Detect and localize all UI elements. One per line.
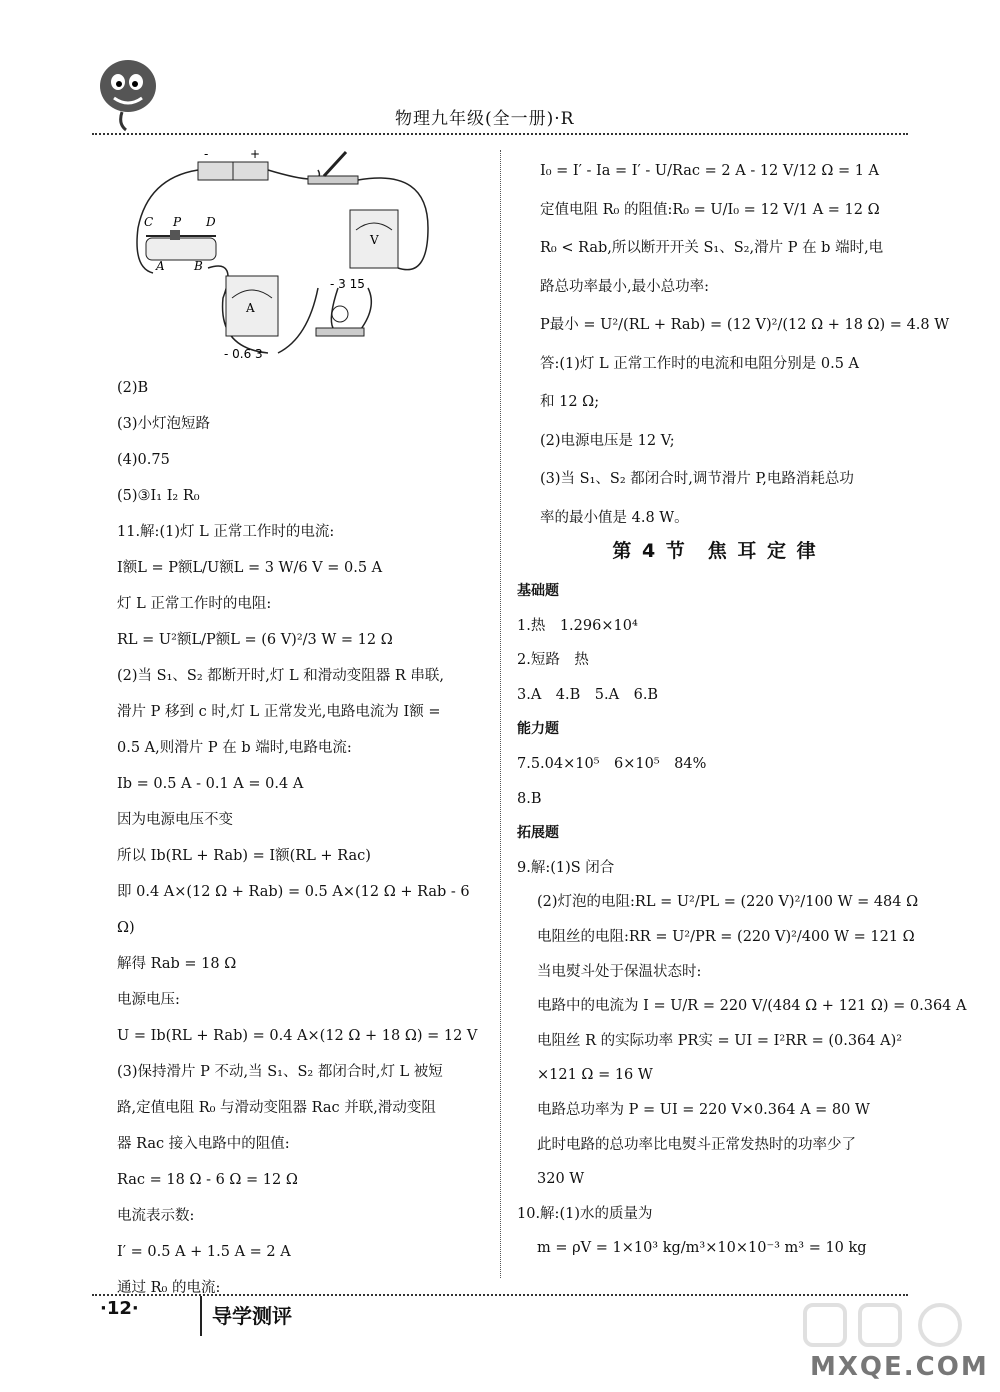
right-column-top: [540, 152, 950, 537]
section-title: 第 4 节 焦 耳 定 律: [612, 540, 818, 562]
voltmeter-label: V: [370, 233, 379, 247]
text-line: 即 0.4 A×(12 Ω + Rab) = 0.5 A×(12 Ω + Rab - 6: [117, 884, 470, 900]
text-line: 定值电阻 R₀ 的阻值:R₀ = U/I₀ = 12 V/1 A = 12 Ω: [540, 201, 880, 218]
terminal-C: C: [144, 215, 154, 229]
text-line: 9.解:(1)S 闭合: [517, 859, 615, 876]
terminal-A: A: [156, 259, 165, 273]
ammeter-terminals: - 0.6 3: [224, 347, 263, 361]
text-line: 0.5 A,则滑片 P 在 b 端时,电路电流:: [117, 740, 352, 756]
text-line: U = Ib(RL + Rab) = 0.4 A×(12 Ω + 18 Ω) = 12 V: [117, 1028, 478, 1044]
text-line: 3.A 4.B 5.A 6.B: [517, 686, 659, 703]
text-line: (2)B: [117, 380, 149, 396]
right-column-bottom: [517, 574, 967, 1266]
text-line: 灯 L 正常工作时的电阻:: [117, 596, 272, 612]
terminal-P: P: [173, 215, 182, 229]
text-line: 解得 Rab = 18 Ω: [117, 956, 237, 972]
text-line: (3)保持滑片 P 不动,当 S₁、S₂ 都闭合时,灯 L 被短: [117, 1064, 443, 1080]
text-line: 滑片 P 移到 c 时,灯 L 正常发光,电路电流为 I额 =: [117, 704, 441, 720]
text-line: 2.短路 热: [517, 652, 589, 669]
text-line: 8.B: [517, 790, 542, 807]
text-line: (3)小灯泡短路: [117, 416, 211, 432]
text-line: 所以 Ib(RL + Rab) = I额(RL + Rac): [117, 848, 371, 864]
book-name: 导学测评: [212, 1304, 292, 1328]
battery-neg-label: -: [204, 148, 209, 161]
text-line: 答:(1)灯 L 正常工作时的电流和电阻分别是 0.5 A: [540, 355, 860, 372]
terminal-D: D: [206, 215, 216, 229]
text-line: Ω): [117, 920, 135, 936]
text-line: I₀ = I′ - Ia = I′ - U/Rac = 2 A - 12 V/12 Ω = 1 A: [540, 163, 880, 179]
left-column: [117, 370, 487, 1306]
text-line: 因为电源电压不变: [117, 812, 233, 828]
text-line: 通过 R₀ 的电流:: [117, 1280, 221, 1296]
text-line: (2)灯泡的电阻:RL = U²/PL = (220 V)²/100 W = 484 Ω: [537, 894, 919, 911]
text-line: 此时电路的总功率比电熨斗正常发热时的功率少了: [537, 1136, 856, 1153]
text-line: (2)电源电压是 12 V;: [540, 432, 675, 449]
header-divider: [92, 133, 908, 135]
text-line: 电路中的电流为 I = U/R = 220 V/(484 Ω + 121 Ω) = 0.364 A: [537, 998, 967, 1015]
text-line: 11.解:(1)灯 L 正常工作时的电流:: [117, 524, 335, 540]
text-line: I′ = 0.5 A + 1.5 A = 2 A: [117, 1244, 291, 1260]
terminal-B: B: [194, 259, 203, 273]
ammeter-label: A: [246, 301, 255, 315]
footer-divider: [92, 1294, 908, 1296]
page-number: ·12·: [100, 1298, 139, 1319]
text-line: 路,定值电阻 R₀ 与滑动变阻器 Rac 并联,滑动变阻: [117, 1100, 436, 1116]
text-line: 拓展题: [517, 825, 559, 842]
battery-pos-label: +: [250, 148, 261, 161]
text-line: m = ρV = 1×10³ kg/m³×10×10⁻³ m³ = 10 kg: [537, 1240, 867, 1257]
watermark-text: MXQE.COM: [810, 1352, 989, 1382]
text-line: 电阻丝 R 的实际功率 PR实 = UI = I²RR = (0.364 A)²: [537, 1032, 903, 1049]
text-line: 电路总功率为 P = UI = 220 V×0.364 A = 80 W: [537, 1101, 870, 1118]
text-line: RL = U²额L/P额L = (6 V)²/3 W = 12 Ω: [117, 632, 393, 648]
text-line: 电源电压:: [117, 992, 180, 1008]
header-title: 物理九年级(全一册)·R: [395, 109, 575, 129]
text-line: I额L = P额L/U额L = 3 W/6 V = 0.5 A: [117, 560, 383, 576]
text-line: 器 Rac 接入电路中的阻值:: [117, 1136, 290, 1152]
text-line: 路总功率最小,最小总功率:: [540, 278, 709, 295]
text-line: (3)当 S₁、S₂ 都闭合时,调节滑片 P,电路消耗总功: [540, 471, 854, 487]
footer-bar: [200, 1296, 202, 1336]
column-divider: [500, 150, 501, 1278]
text-line: 电流表示数:: [117, 1208, 195, 1224]
voltmeter-terminals: - 3 15: [330, 277, 365, 291]
text-line: (5)③I₁ I₂ R₀: [117, 488, 200, 504]
text-line: (4)0.75: [117, 452, 170, 468]
text-line: 电阻丝的电阻:RR = U²/PR = (220 V)²/400 W = 121 Ω: [537, 928, 915, 945]
text-line: Rac = 18 Ω - 6 Ω = 12 Ω: [117, 1172, 298, 1188]
text-line: 1.热 1.296×10⁴: [517, 617, 638, 634]
text-line: ×121 Ω = 16 W: [537, 1067, 653, 1084]
text-line: 率的最小值是 4.8 W。: [540, 509, 689, 526]
text-line: 320 W: [537, 1171, 585, 1188]
text-line: P最小 = U²/(RL + Rab) = (12 V)²/(12 Ω + 18 Ω) = 4.8 W: [540, 317, 950, 333]
text-line: 能力题: [517, 721, 559, 738]
circuit-diagram: [128, 148, 448, 373]
text-line: Ib = 0.5 A - 0.1 A = 0.4 A: [117, 776, 304, 792]
text-line: 当电熨斗处于保温状态时:: [537, 963, 702, 980]
mascot-logo: [92, 56, 162, 134]
text-line: (2)当 S₁、S₂ 都断开时,灯 L 和滑动变阻器 R 串联,: [117, 668, 444, 684]
text-line: 7.5.04×10⁵ 6×10⁵ 84%: [517, 755, 707, 772]
text-line: 10.解:(1)水的质量为: [517, 1205, 653, 1222]
text-line: 基础题: [517, 583, 559, 599]
text-line: 和 12 Ω;: [540, 394, 600, 410]
text-line: R₀ < Rab,所以断开开关 S₁、S₂,滑片 P 在 b 端时,电: [540, 240, 884, 256]
